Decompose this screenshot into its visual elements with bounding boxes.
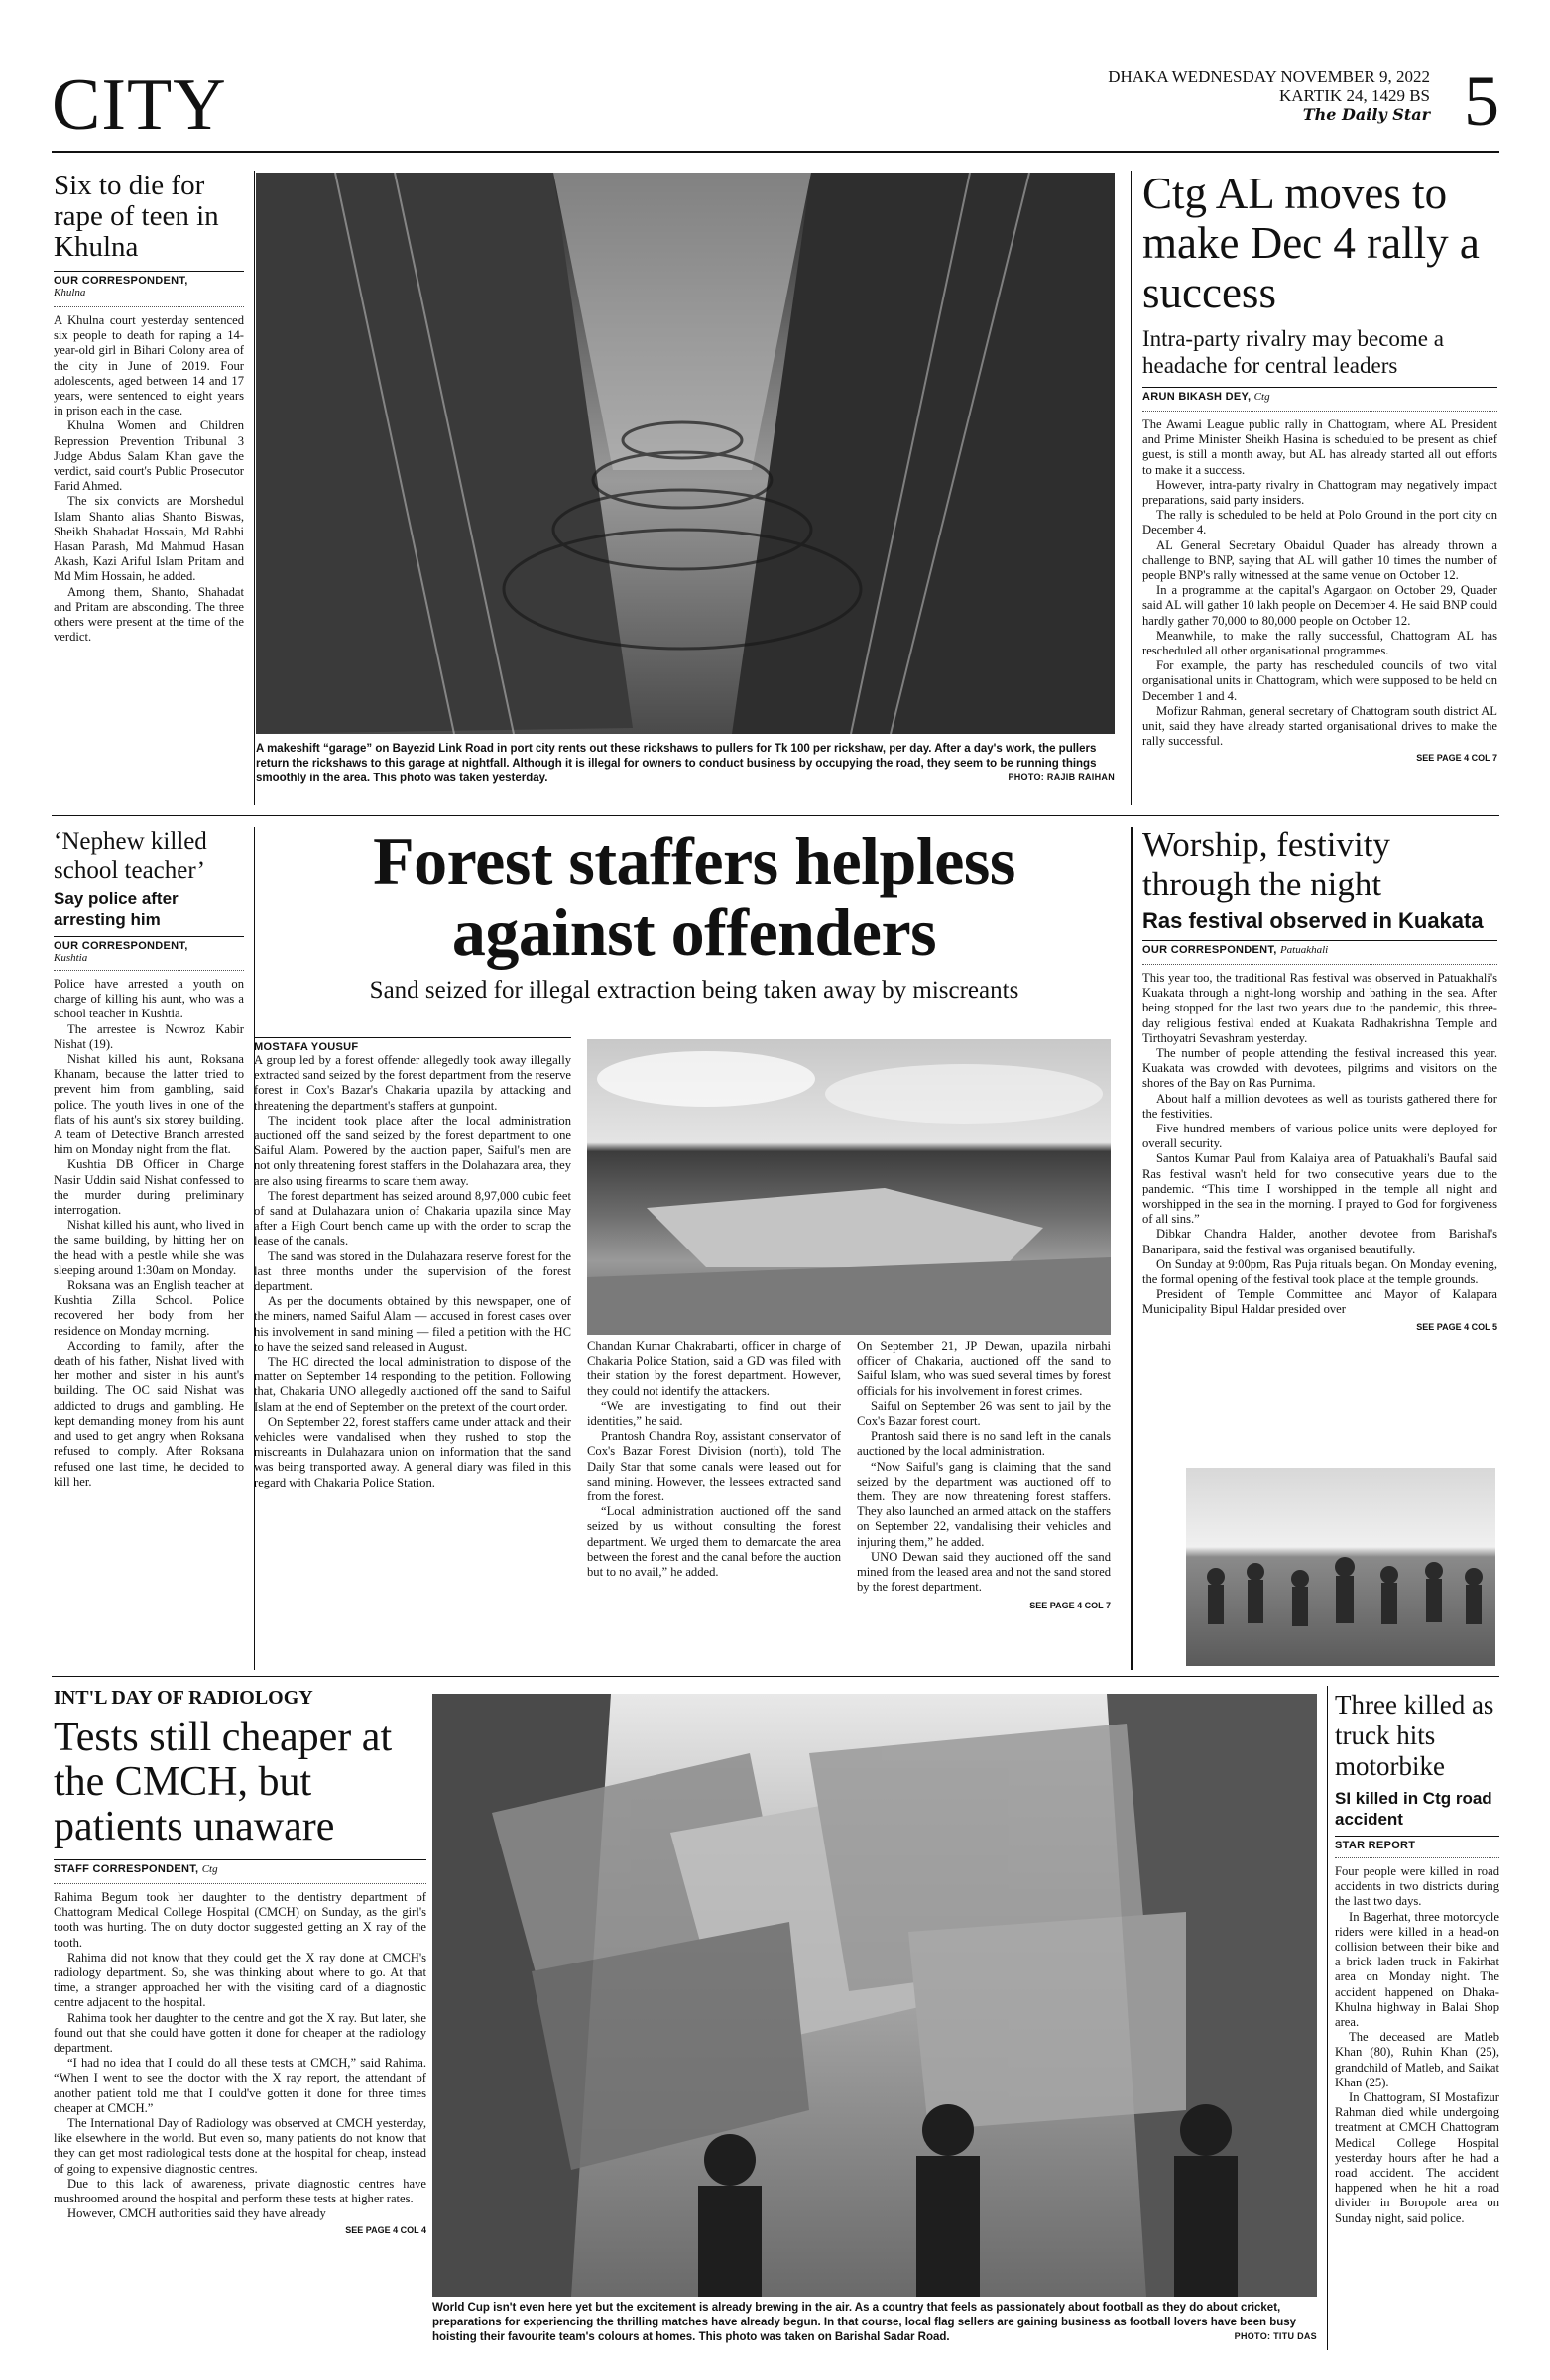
photo-caption: World Cup isn't even here yet but the excitement is already brewing in the air. As a country that feels as passionately about football as they do about cricket, preparations for experiencing the thrilling matches have already begun. In that course, local flag sellers are gaining business as football lovers have been busy hoisting their favourite team's colours at homes. This photo was taken on Barishal Sadar Road. xyxy=(432,2302,1297,2343)
story-forest xyxy=(268,825,1121,1006)
byline-location: Khulna xyxy=(54,287,86,298)
column-rule xyxy=(254,171,255,805)
byline-name: ARUN BIKASH DEY, xyxy=(1142,391,1252,403)
paragraph: Five hundred members of various police units were deployed for overall security. xyxy=(1142,1122,1497,1151)
paragraph: Saiful on September 26 was sent to jail by the Cox's Bazar forest court. xyxy=(857,1398,1111,1429)
headline: Tests still cheaper at the CMCH, but patients unaware xyxy=(54,1715,393,1849)
byline: STAR REPORT xyxy=(1335,1836,1499,1851)
byline xyxy=(1142,940,1497,956)
paragraph: Rahima Begum took her daughter to the dentistry department of Chattogram Medical College Hospital (CMCH) on Sunday, as the girl's tooth was hurting. The on duty doctor suggested getting an X ray of the tooth. xyxy=(54,1890,426,1950)
byline-name: STAFF CORRESPONDENT, xyxy=(54,1863,199,1875)
flag-sellers-art xyxy=(432,1694,1317,2297)
paragraph: Chandan Kumar Chakrabarti, officer in charge of Chakaria Police Station, said a GD was filed with their station by the forest department. However, they could not identify the attackers. xyxy=(587,1339,841,1398)
story-ctg-al xyxy=(1142,169,1497,763)
sand-canal-photo xyxy=(587,1039,1111,1335)
byline-location: Kushtia xyxy=(54,952,88,964)
jump-link[interactable]: SEE PAGE 4 COL 7 xyxy=(1029,1601,1111,1611)
paragraph: The arrestee is Nowroz Kabir Nishat (19). xyxy=(54,1021,244,1051)
paragraph: The HC directed the local administration to dispose of the matter on September 14 responding to the petition. Following that, Chakaria UNO allegedly auctioned off the sand to Saiful Islam at the end of September on the pretext of the court order. xyxy=(254,1355,571,1414)
photo-caption: A makeshift “garage” on Bayezid Link Road in port city rents out these rickshaws to pullers for Tk 100 per rickshaw, per day. After a day's work, the pullers return the rickshaws to this garage at nightfall. Although it is illegal for owners to conduct business by occupying the road, they seem to be running things smoothly in the area. This photo was taken yesterday. xyxy=(256,743,1097,784)
paragraph: “I had no idea that I could do all these tests at CMCH,” said Rahima. “When I went to see the doctor with the X ray report, the attendant of another patient told me that I could've gotten it done for three times cheaper at CMCH.” xyxy=(54,2056,426,2115)
paragraph: AL General Secretary Obaidul Quader has already thrown a challenge to BNP, saying that AL will gather 10 times the number of people BNP's rally witnessed at the same venue on October 12. xyxy=(1142,537,1497,583)
masthead-logo: The Daily Star xyxy=(1302,105,1430,124)
article-body-col3 xyxy=(857,1339,1111,1614)
paragraph: Meanwhile, to make the rally successful, Chattogram AL has rescheduled all other organisational programmes. xyxy=(1142,628,1497,658)
paragraph: Khulna Women and Children Repression Prevention Tribunal 3 Judge Abdus Salam Khan gave the verdict, said court's Public Prosecutor Farid Ahmed. xyxy=(54,418,244,494)
byline: MOSTAFA YOUSUF xyxy=(254,1037,571,1053)
story-accident xyxy=(1335,1690,1499,2226)
article-body xyxy=(1335,1857,1499,2226)
subheadline: Intra-party rivalry may become a headache for central leaders xyxy=(1142,326,1444,378)
paragraph: In Chattogram, SI Mostafizur Rahman died while undergoing treatment at CMCH Chattogram Medical College Hospital yesterday hours after he had a road accident. The accident happened when he hit a road divider in Boropole area on Sunday night, said police. xyxy=(1335,2090,1499,2225)
paragraph: However, CMCH authorities said they have already xyxy=(67,2206,326,2221)
paragraph: The sand was stored in the Dulahazara reserve forest for the last three months under the supervision of the forest department. xyxy=(254,1249,571,1294)
paragraph: The Awami League public rally in Chattogram, where AL President and Prime Minister Sheikh Hasina is scheduled to be present as chief guest, is still a month away, but AL has already started all out efforts to make it a success. xyxy=(1142,417,1497,477)
column-rule xyxy=(1131,827,1133,1670)
paragraph: Due to this lack of awareness, private diagnostic centres have mushroomed around the hospital and perform these tests at higher rates. xyxy=(54,2176,426,2206)
column-rule xyxy=(1327,1686,1328,2350)
paragraph: Prantosh Chandra Roy, assistant conservator of Cox's Bazar Forest Division (north), told The Daily Star that some canals were leased out for sand mining. However, the lessees extracted sand from the forest. xyxy=(587,1429,841,1504)
photo-caption-block xyxy=(432,2301,1317,2341)
jump-link[interactable]: SEE PAGE 4 COL 7 xyxy=(1416,753,1497,764)
headline: Forest staffers helpless against offenders xyxy=(373,823,1015,970)
subheadline: Ras festival observed in Kuakata xyxy=(1142,908,1484,933)
paragraph: “Local administration auctioned off the sand seized by us without consulting the forest department. We urged them to demarcate the area between the forest and the canal before the auction but to no avail,” he added. xyxy=(587,1504,841,1580)
paragraph: The International Day of Radiology was observed at CMCH yesterday, like elsewhere in the world. But even so, many patients do not know that they can get most radiological tests done at the hospital for cheap, instead of going to expensive diagnostic centres. xyxy=(54,2116,426,2176)
paragraph: In Bagerhat, three motorcycle riders were killed in a head-on collision between their bike and a brick laden truck in Fakirhat area on Monday night. The accident happened on Dhaka-Khulna highway in Balai Shop area. xyxy=(1335,1909,1499,2030)
paragraph: Kushtia DB Officer in Charge Nasir Uddin said Nishat confessed to the murder during preliminary interrogation. xyxy=(54,1157,244,1218)
bengali-date: KARTIK 24, 1429 BS xyxy=(1279,86,1430,105)
paragraph: Among them, Shanto, Shahadat and Pritam are absconding. The three others were present at the time of the verdict. xyxy=(54,584,244,645)
paragraph: Police have arrested a youth on charge of killing his aunt, who was a school teacher in Kushtia. xyxy=(54,977,244,1021)
paragraph: Rahima took her daughter to the centre and got the X ray. But later, she found out that she could have gotten it done for cheaper at the radiology department. xyxy=(54,2010,426,2056)
paragraph: President of Temple Committee and Mayor of Kalapara Municipality Bipul Haldar presided over xyxy=(1142,1287,1497,1317)
paragraph: In a programme at the capital's Agargaon on October 29, Quader said AL will gather 10 lakh people on December 4. He said BNP could hardly gather 70,000 to 80,000 people on October 12. xyxy=(1142,583,1497,628)
article-body xyxy=(54,1883,426,2221)
byline-name: OUR CORRESPONDENT, xyxy=(54,940,188,952)
paragraph: A group led by a forest offender allegedly took away illegally extracted sand seized by the forest department from the reserve forest in Cox's Bazar's Chakaria upazila by attacking and threatening the department's staffers at gunpoint. xyxy=(254,1053,571,1113)
flag-sellers-photo xyxy=(432,1694,1317,2297)
headline: Worship, festivity through the night xyxy=(1142,825,1390,903)
dateline xyxy=(1108,67,1430,124)
paragraph: About half a million devotees as well as tourists gathered there for the festivities. xyxy=(1142,1091,1497,1121)
kicker: INT'L DAY OF RADIOLOGY xyxy=(54,1687,313,1709)
byline xyxy=(54,936,244,964)
byline-name: OUR CORRESPONDENT, xyxy=(54,275,188,287)
paragraph: Roksana was an English teacher at Kushtia Zilla School. Police recovered her body from her residence on Monday morning. xyxy=(54,1278,244,1338)
byline-location: Ctg xyxy=(1253,391,1270,403)
paragraph: The forest department has seized around 8,97,000 cubic feet of sand at Dulahazara union of Chakaria upazila since May after a High Court bench came up with the order to scrap the lease of the canals. xyxy=(254,1188,571,1249)
paragraph: Four people were killed in road accidents in two districts during the last two days. xyxy=(1335,1864,1499,1909)
paragraph: Rahima did not know that they could get the X ray done at CMCH's radiology department. So, she was thinking about where to go. At that time, a stranger approached her with the visiting card of a diagnostic centre adjacent to the hospital. xyxy=(54,1950,426,2010)
paragraph: “Now Saiful's gang is claiming that the sand seized by the department was auctioned off to them. They are now threatening forest staffers. They also launched an armed attack on the staffers on September 22, vandalising their vehicles and injuring them,” he added. xyxy=(857,1459,1111,1549)
paragraph: The incident took place after the local administration auctioned off the sand seized by the forest department to one Saiful Alam. Powered by the auction paper, Saiful's men are not only threatening forest staffers in the Dolahazara area, they are also using firearms to scare them away. xyxy=(254,1113,571,1188)
date: DHAKA WEDNESDAY NOVEMBER 9, 2022 xyxy=(1108,67,1430,86)
section-title: CITY xyxy=(52,64,227,146)
paragraph: On September 22, forest staffers came under attack and their vehicles were vandalised when they rushed to stop the miscreants in Dulahazara union on information that the sand was being transported away. A general diary was filed in this regard with Chakaria Police Station. xyxy=(254,1414,571,1489)
paragraph: The six convicts are Morshedul Islam Shanto alias Shanto Biswas, Sheikh Shahadat Hossain, Md Rabbi Hasan Parash, Md Mahmud Hasan Akash, Kazi Ariful Islam Pritam and Md Mim Hossain, he added. xyxy=(54,494,244,584)
paragraph: Santos Kumar Paul from Kalaiya area of Patuakhali's Baufal said Ras festival wasn't held for two consecutive years due to the pandemic. “This time I worshipped in the temple all night and worshipped in the sea in the morning. I prayed to God for forgiveness of all sins.” xyxy=(1142,1151,1497,1227)
paragraph: “We are investigating to find out their identities,” he said. xyxy=(587,1398,841,1429)
paragraph: The rally is scheduled to be held at Polo Ground in the port city on December 4. xyxy=(1142,508,1497,537)
paragraph: Nishat killed his aunt, who lived in the same building, by hitting her on the head with a pestle while she was sleeping around 1:30am on Monday. xyxy=(54,1218,244,1277)
sand-canal-art xyxy=(587,1039,1111,1335)
article-body xyxy=(54,306,244,645)
photo-credit: PHOTO: TITU DAS xyxy=(1234,2331,1317,2341)
paragraph: According to family, after the death of his father, Nishat lived with her mother and sister in his aunt's building. The OC said Nishat was addicted to drugs and gambling. He kept demanding money from his aunt and used to get angry when Roksana refused to comply. After Roksana refused one last time, he decided to kill her. xyxy=(54,1338,244,1488)
byline-location: Patuakhali xyxy=(1279,944,1329,956)
subheadline: Say police after arresting him xyxy=(54,890,179,929)
headline: ‘Nephew killed school teacher’ xyxy=(54,828,207,884)
byline-location: Ctg xyxy=(201,1863,218,1875)
story-radiology xyxy=(54,1686,426,2235)
paragraph: A Khulna court yesterday sentenced six people to death for raping a 14-year-old girl in Bihari Colony area of the city in June of 2019. Four adolescents, aged between 14 and 17 years, were sentenced to eight years in prison each in the case. xyxy=(54,313,244,418)
column-rule xyxy=(1131,171,1132,805)
paragraph: UNO Dewan said they auctioned off the sand mined from the leased area and not the sand stored by the forest department. xyxy=(857,1549,1111,1595)
story-khulna xyxy=(54,171,244,645)
article-body xyxy=(54,970,244,1489)
rickshaw-photo-art xyxy=(256,173,1115,734)
paragraph: This year too, the traditional Ras festival was observed in Patuakhali's Kuakata through a night-long worship and bathing in the sea. After being stopped for the last two years due to the pandemic, this three-day religious festival ended at Kuakata Radhakrishna Temple and Tirthoyatri Sevashram yesterday. xyxy=(1142,971,1497,1045)
byline xyxy=(54,1859,426,1875)
beach-crowd-art xyxy=(1186,1468,1495,1666)
paragraph: Nishat killed his aunt, Roksana Khanam, because the latter tried to prevent him from gambling, said police. The youth lives in one of the flats of his aunt's six storey building. A team of Detective Branch arrested him on Monday night from the flat. xyxy=(54,1052,244,1157)
jump-link[interactable]: SEE PAGE 4 COL 4 xyxy=(345,2225,426,2236)
paragraph: As per the documents obtained by this newspaper, one of the miners, named Saiful Alam — accused in forest cases over his involvement in sand mining — filed a petition with the HC to have the seized sand released in August. xyxy=(254,1294,571,1354)
paragraph: Mofizur Rahman, general secretary of Chattogram south district AL unit, said they have already started organisational drives to make the rally successful. xyxy=(1142,703,1497,749)
article-body-col2 xyxy=(587,1339,841,1580)
story-kushtia xyxy=(54,827,244,1489)
page-number: 5 xyxy=(1464,61,1499,141)
paragraph: The deceased are Matleb Khan (80), Ruhin Khan (25), grandchild of Matleb, and Saikat Khan (25). xyxy=(1335,2030,1499,2089)
headline: Three killed as truck hits motorbike xyxy=(1335,1690,1494,1781)
headline: Ctg AL moves to make Dec 4 rally a success xyxy=(1142,169,1480,317)
page-header xyxy=(52,61,1499,153)
photo-caption-block xyxy=(256,742,1115,782)
paragraph: On Sunday at 9:00pm, Ras Puja rituals began. On Monday evening, the formal opening of the festival took place at the temple grounds. xyxy=(1142,1256,1497,1287)
article-body xyxy=(1142,964,1497,1318)
paragraph: The number of people attending the festival increased this year. Kuakata was crowded with devotees, pilgrims and visitors on the shores of the Bay on Ras Purnima. xyxy=(1142,1046,1497,1091)
section-rule xyxy=(52,815,1499,816)
subheadline: Sand seized for illegal extraction being taken away by miscreants xyxy=(369,977,1019,1004)
jump-link[interactable]: SEE PAGE 4 COL 5 xyxy=(1416,1321,1497,1332)
byline-name: OUR CORRESPONDENT, xyxy=(1142,944,1277,956)
paragraph: On September 21, JP Dewan, upazila nirbahi officer of Chakaria, auctioned off the sand to Saiful Islam, who was sued several times by forest officials for his involvement in forest crimes. xyxy=(857,1339,1111,1398)
kuakata-beach-photo xyxy=(1186,1468,1495,1666)
paragraph: Prantosh said there is no sand left in the canals auctioned by the local administration. xyxy=(857,1429,1111,1459)
headline: Six to die for rape of teen in Khulna xyxy=(54,170,219,263)
article-body xyxy=(1142,411,1497,749)
paragraph: Dibkar Chandra Halder, another devotee from Barishal's Banaripara, said the festival was organised beautifully. xyxy=(1142,1227,1497,1256)
rickshaw-garage-photo xyxy=(256,173,1115,734)
section-rule xyxy=(52,1676,1499,1677)
story-forest-byline xyxy=(254,1037,571,1053)
paragraph: For example, the party has rescheduled councils of two vital organisational units in Chattogram, which were supposed to be held on December 1 and 4. xyxy=(1142,658,1497,703)
subheadline: SI killed in Ctg road accident xyxy=(1335,1789,1492,1829)
paragraph: However, intra-party rivalry in Chattogram may negatively impact preparations, said party insiders. xyxy=(1142,477,1497,508)
article-body-col1 xyxy=(254,1053,571,1668)
story-kuakata xyxy=(1142,825,1497,1332)
byline xyxy=(1142,387,1497,403)
byline xyxy=(54,271,244,298)
photo-credit: PHOTO: RAJIB RAIHAN xyxy=(1008,773,1115,782)
